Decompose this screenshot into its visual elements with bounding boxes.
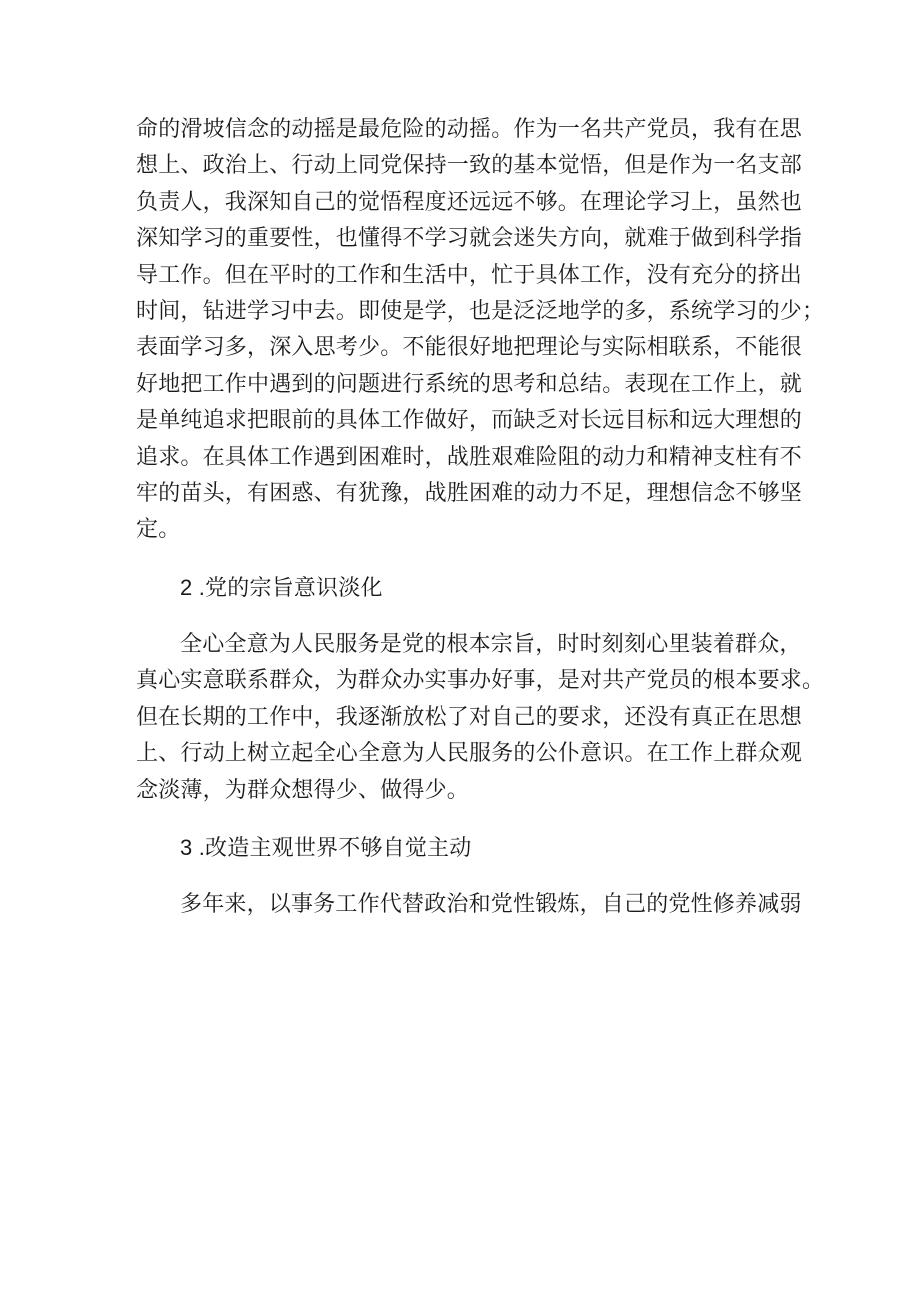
text-line: 真心实意联系群众，为群众办实事办好事，是对共产党员的根本要求。 bbox=[136, 668, 825, 694]
paragraph-spacer bbox=[136, 549, 796, 570]
paragraph-spacer bbox=[136, 606, 796, 627]
text-line: 深知学习的重要性，也懂得不学习就会迷失方向，就难于做到科学指 bbox=[136, 226, 803, 252]
document-body bbox=[136, 112, 825, 924]
section-heading-3: 3 .改造主观世界不够自觉主动 bbox=[180, 835, 472, 861]
paragraph-purpose bbox=[136, 627, 825, 809]
text-line: 导工作。但在平时的工作和生活中，忙于具体工作，没有充分的挤出 bbox=[136, 262, 803, 288]
text-line: 命的滑坡信念的动摇是最危险的动摇。作为一名共产党员，我有在思 bbox=[136, 117, 803, 142]
text-line: 表面学习多，深入思考少。不能很好地把理论与实际相联系，不能很 bbox=[136, 335, 803, 361]
text-line: 牢的苗头，有困惑、有犹豫，战胜困难的动力不足，理想信念不够坚 bbox=[136, 480, 803, 506]
paragraph-spacer bbox=[136, 809, 796, 830]
paragraph-self-improvement bbox=[136, 887, 802, 923]
text-line: 时间，钻进学习中去。即使是学，也是泛泛地学的多，系统学习的少； bbox=[136, 298, 825, 324]
text-line: 但在长期的工作中，我逐渐放松了对自己的要求，还没有真正在思想 bbox=[136, 704, 803, 730]
text-line: 多年来，以事务工作代替政治和党性锻炼，自己的党性修养减弱 bbox=[180, 892, 802, 918]
text-line: 负责人，我深知自己的觉悟程度还远远不够。在理论学习上，虽然也 bbox=[136, 189, 803, 215]
paragraph-spacer bbox=[136, 866, 796, 887]
text-line: 追求。在具体工作遇到困难时，战胜艰难险阻的动力和精神支柱有不 bbox=[136, 444, 803, 470]
section-heading-2: 2 .党的宗旨意识淡化 bbox=[180, 574, 383, 600]
text-line: 念淡薄，为群众想得少、做得少。 bbox=[136, 777, 470, 803]
text-line: 全心全意为人民服务是党的根本宗旨，时时刻刻心里装着群众， bbox=[180, 632, 802, 658]
text-line: 上、行动上树立起全心全意为人民服务的公仆意识。在工作上群众观 bbox=[136, 741, 803, 767]
paragraph-ideals bbox=[136, 112, 825, 549]
text-line: 好地把工作中遇到的问题进行系统的思考和总结。表现在工作上，就 bbox=[136, 371, 803, 397]
text-line: 想上、政治上、行动上同党保持一致的基本觉悟，但是作为一名支部 bbox=[136, 153, 803, 179]
text-line: 是单纯追求把眼前的具体工作做好，而缺乏对长远目标和远大理想的 bbox=[136, 408, 803, 434]
text-line: 定。 bbox=[136, 517, 181, 543]
